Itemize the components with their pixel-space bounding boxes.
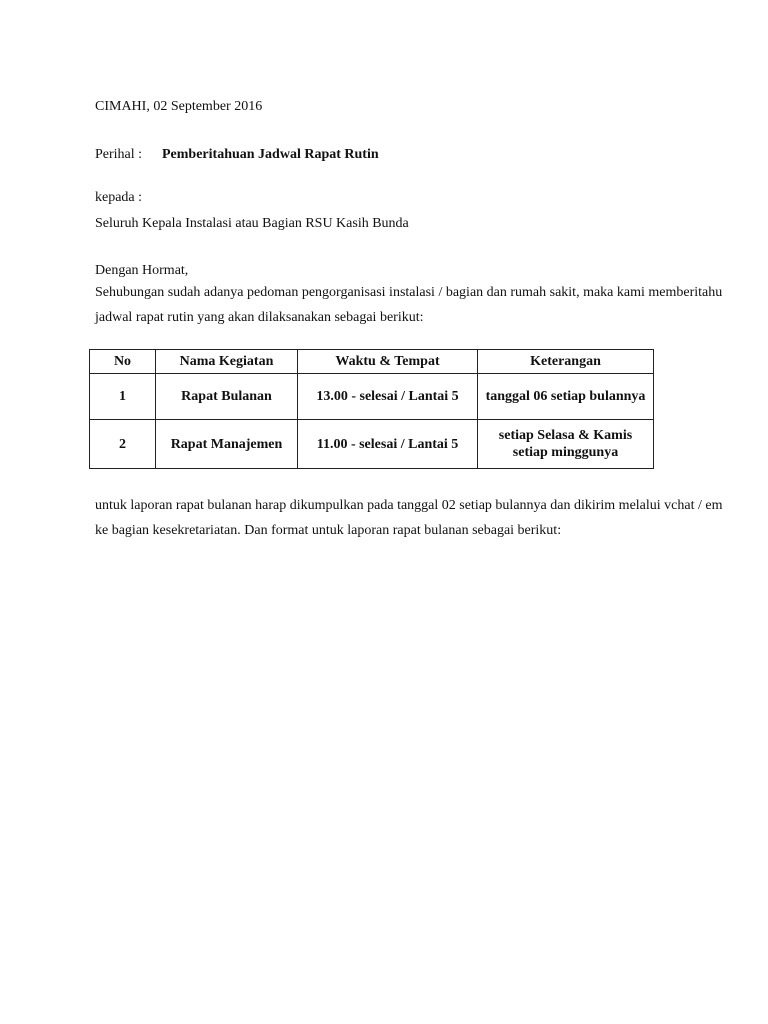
salutation: Dengan Hormat, xyxy=(95,263,189,278)
subject-line xyxy=(95,146,379,164)
cell-time-place: 13.00 - selesai / Lantai 5 xyxy=(298,374,478,420)
recipient-label: kepada : xyxy=(95,190,143,205)
table-header-row xyxy=(90,350,654,374)
cell-notes xyxy=(478,374,654,420)
note-line: setiap Selasa & Kamis xyxy=(498,428,633,443)
cell-activity: Rapat Bulanan xyxy=(156,374,298,420)
header-no: No xyxy=(90,350,156,374)
note-line: tanggal 06 setiap bulannya xyxy=(485,389,646,404)
subject-label: Perihal : xyxy=(95,147,143,162)
place-date: CIMAHI, 02 September 2016 xyxy=(95,99,263,114)
subject-value: Pemberitahuan Jadwal Rapat Rutin xyxy=(162,147,379,162)
header-notes: Keterangan xyxy=(478,350,654,374)
cell-no: 1 xyxy=(90,374,156,420)
closing-line-2: ke bagian kesekretariatan. Dan format untuk laporan rapat bulanan sebagai berikut: xyxy=(95,523,562,538)
header-time-place: Waktu & Tempat xyxy=(298,350,478,374)
schedule-table xyxy=(89,349,654,469)
table-row xyxy=(90,374,654,420)
intro-line-1: Sehubungan sudah adanya pedoman pengorganisasi instalasi / bagian dan rumah sakit, maka kami memberitahu xyxy=(95,285,723,300)
table-row xyxy=(90,420,654,469)
note-line: setiap minggunya xyxy=(512,445,619,460)
cell-activity: Rapat Manajemen xyxy=(156,420,298,469)
closing-line-1: untuk laporan rapat bulanan harap dikumpulkan pada tanggal 02 setiap bulannya dan dikirim melalui vchat / em xyxy=(95,498,723,513)
header-activity: Nama Kegiatan xyxy=(156,350,298,374)
cell-time-place: 11.00 - selesai / Lantai 5 xyxy=(298,420,478,469)
cell-no: 2 xyxy=(90,420,156,469)
recipient: Seluruh Kepala Instalasi atau Bagian RSU Kasih Bunda xyxy=(95,216,409,231)
cell-notes xyxy=(478,420,654,469)
intro-line-2: jadwal rapat rutin yang akan dilaksanakan sebagai berikut: xyxy=(95,310,424,325)
